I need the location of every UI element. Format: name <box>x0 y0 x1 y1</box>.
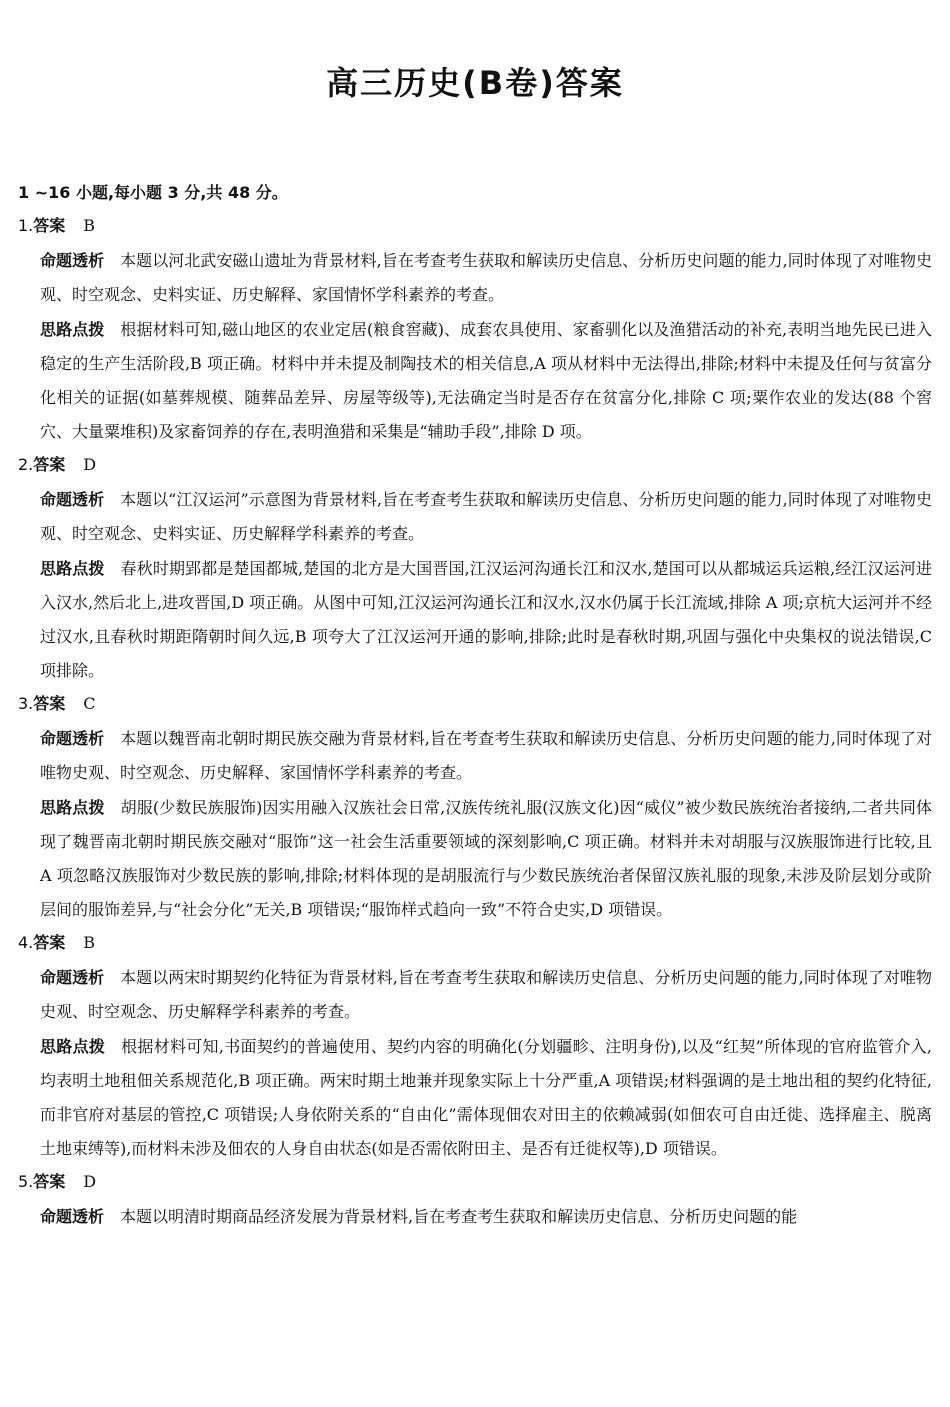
question-3 <box>18 689 932 927</box>
question-number: 2. <box>18 455 34 474</box>
answer-line <box>18 928 932 958</box>
hint-paragraph <box>18 313 932 449</box>
analysis-text: 本题以两宋时期契约化特征为背景材料,旨在考查考生获取和解读历史信息、分析历史问题的能力,同时体现了对唯物史观、时空观念、历史解释学科素养的考查。 <box>40 968 932 1021</box>
question-number: 5. <box>18 1172 34 1191</box>
analysis-text: 本题以“江汉运河”示意图为背景材料,旨在考查考生获取和解读历史信息、分析历史问题的能力,同时体现了对唯物史观、时空观念、史料实证、历史解释学科素养的考查。 <box>40 490 932 543</box>
answer-line <box>18 689 932 719</box>
hint-text: 根据材料可知,书面契约的普遍使用、契约内容的明确化(分划疆畛、注明身份),以及“红契”所体现的官府监管介入,均表明土地租佃关系规范化,B 项正确。两宋时期土地兼并现象实际上十分严重,A 项错误;材料强调的是土地出租的契约化特征,而非官府对基层的管控,C 项错误;人身依附关系的“自由化”需体现佃农对田主的依赖减弱(如佃农可自由迁徙、选择雇主、脱离土地束缚等),而材料未涉及佃农的人身自由状态(如是否需依附田主、是否有迁徙权等),D 项错误。 <box>40 1037 932 1158</box>
answer-value: D <box>83 455 97 474</box>
answer-line <box>18 211 932 241</box>
hint-paragraph <box>18 1030 932 1166</box>
analysis-paragraph <box>18 722 932 790</box>
hint-label: 思路点拨 <box>40 320 105 339</box>
answer-line <box>18 1167 932 1197</box>
analysis-paragraph <box>18 483 932 551</box>
page-title: 高三历史(B卷)答案 <box>326 64 624 102</box>
hint-label: 思路点拨 <box>40 559 105 578</box>
answer-label: 答案 <box>33 1172 66 1191</box>
scoring-intro: 1 ~16 小题,每小题 3 分,共 48 分。 <box>18 183 288 202</box>
question-5 <box>18 1167 932 1234</box>
answer-line <box>18 450 932 480</box>
analysis-paragraph <box>18 1200 932 1234</box>
analysis-label: 命题透析 <box>40 1207 105 1226</box>
analysis-label: 命题透析 <box>40 968 105 987</box>
analysis-paragraph <box>18 961 932 1029</box>
question-4 <box>18 928 932 1166</box>
answer-label: 答案 <box>33 694 66 713</box>
analysis-text: 本题以魏晋南北朝时期民族交融为背景材料,旨在考查考生获取和解读历史信息、分析历史问题的能力,同时体现了对唯物史观、时空观念、历史解释、家国情怀学科素养的考查。 <box>40 729 932 782</box>
analysis-text: 本题以明清时期商品经济发展为背景材料,旨在考查考生获取和解读历史信息、分析历史问题的能 <box>120 1207 798 1226</box>
answer-content <box>18 178 932 1235</box>
answer-value: B <box>83 933 96 952</box>
answer-label: 答案 <box>33 933 66 952</box>
analysis-label: 命题透析 <box>40 729 105 748</box>
answer-label: 答案 <box>33 216 66 235</box>
question-number: 4. <box>18 933 34 952</box>
hint-label: 思路点拨 <box>40 798 105 817</box>
hint-label: 思路点拨 <box>40 1037 106 1056</box>
analysis-text: 本题以河北武安磁山遗址为背景材料,旨在考查考生获取和解读历史信息、分析历史问题的能力,同时体现了对唯物史观、时空观念、史料实证、历史解释、家国情怀学科素养的考查。 <box>40 251 932 304</box>
hint-text: 胡服(少数民族服饰)因实用融入汉族社会日常,汉族传统礼服(汉族文化)因“威仪”被少数民族统治者接纳,二者共同体现了魏晋南北朝时期民族交融对“服饰”这一社会生活重要领域的深刻影响,C 项正确。材料并未对胡服与汉族服饰进行比较,且 A 项忽略汉族服饰对少数民族的影响,排除;材料体现的是胡服流行与少数民族统治者保留汉族礼服的现象,未涉及阶层划分或阶层间的服饰差异,与“社会分化”无关,B 项错误;“服饰样式趋向一致”不符合史实,D 项错误。 <box>40 798 932 919</box>
question-number: 1. <box>18 216 34 235</box>
analysis-paragraph <box>18 244 932 312</box>
hint-paragraph <box>18 552 932 688</box>
answer-value: B <box>83 216 96 235</box>
answer-value: C <box>83 694 96 713</box>
answer-value: D <box>83 1172 97 1191</box>
analysis-label: 命题透析 <box>40 251 105 270</box>
answer-label: 答案 <box>33 455 66 474</box>
hint-text: 根据材料可知,磁山地区的农业定居(粮食窖藏)、成套农具使用、家畜驯化以及渔猎活动的补充,表明当地先民已进入稳定的生产生活阶段,B 项正确。材料中并未提及制陶技术的相关信息,A 项从材料中无法得出,排除;材料中未提及任何与贫富分化相关的证据(如墓葬规模、随葬品差异、房屋等级等),无法确定当时是否存在贫富分化,排除 C 项;粟作农业的发达(88 个窖穴、大量粟堆积)及家畜饲养的存在,表明渔猎和采集是“辅助手段”,排除 D 项。 <box>40 320 932 441</box>
question-1 <box>18 211 932 449</box>
analysis-label: 命题透析 <box>40 490 105 509</box>
question-number: 3. <box>18 694 34 713</box>
hint-text: 春秋时期郢都是楚国都城,楚国的北方是大国晋国,江汉运河沟通长江和汉水,楚国可以从都城运兵运粮,经江汉运河进入汉水,然后北上,进攻晋国,D 项正确。从图中可知,江汉运河沟通长江和汉水,汉水仍属于长江流域,排除 A 项;京杭大运河并不经过汉水,且春秋时期距隋朝时间久远,B 项夸大了江汉运河开通的影响,排除;此时是春秋时期,巩固与强化中央集权的说法错误,C 项排除。 <box>40 559 932 680</box>
hint-paragraph <box>18 791 932 927</box>
question-2 <box>18 450 932 688</box>
